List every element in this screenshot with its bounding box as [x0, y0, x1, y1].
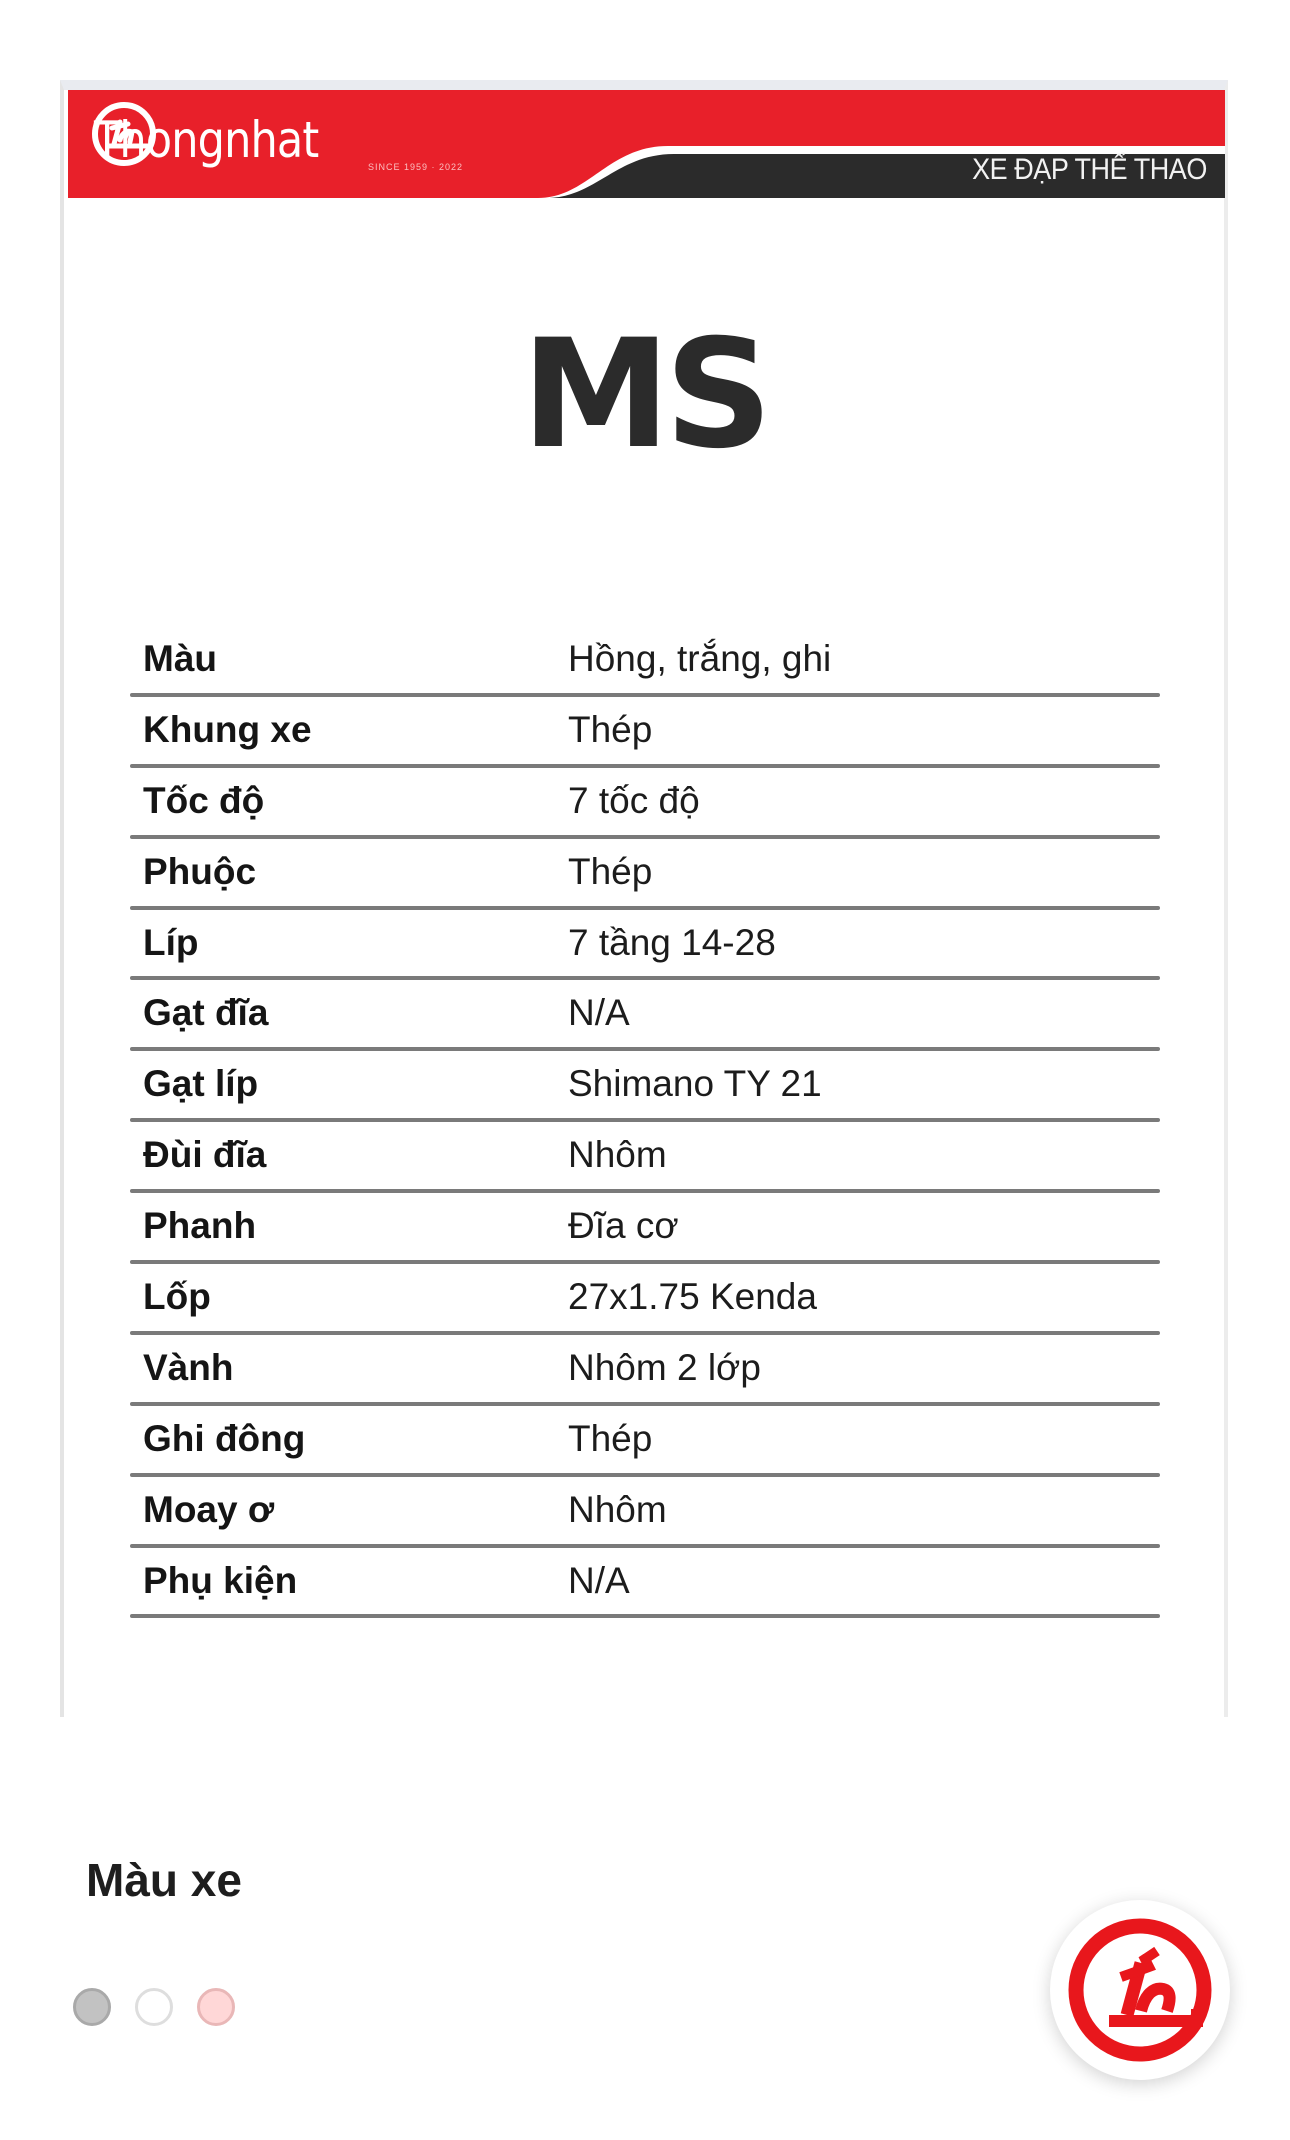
spec-value: Shimano TY 21: [568, 1063, 822, 1105]
spec-label: Tốc độ: [143, 779, 265, 821]
spec-value: 7 tầng 14-28: [568, 921, 776, 963]
spec-label: Phuộc: [143, 850, 257, 892]
spec-row: [130, 626, 1160, 697]
spec-label: Đùi đĩa: [143, 1134, 267, 1176]
spec-row: [130, 980, 1160, 1051]
spec-value: Thép: [568, 708, 653, 750]
spec-label: Vành: [143, 1346, 234, 1388]
spec-value: N/A: [568, 992, 630, 1034]
spec-value: 27x1.75 Kenda: [568, 1276, 817, 1318]
brand-tagline: SINCE 1959 · 2022: [368, 162, 464, 172]
spec-label: Lốp: [143, 1276, 211, 1318]
spec-value: Đĩa cơ: [568, 1205, 679, 1247]
spec-value: Nhôm: [568, 1488, 667, 1530]
spec-value: Thép: [568, 1417, 653, 1459]
brand-floating-button[interactable]: [1050, 1900, 1230, 2080]
color-swatch-list: [73, 1988, 235, 2026]
spec-label: Phanh: [143, 1205, 257, 1247]
spec-row: [130, 1477, 1160, 1548]
spec-label: Ghi đông: [143, 1417, 306, 1459]
spec-label: Gạt đĩa: [143, 992, 269, 1034]
spec-row: [130, 1335, 1160, 1406]
spec-value: Nhôm 2 lớp: [568, 1346, 761, 1388]
spec-value: 7 tốc độ: [568, 779, 700, 821]
spec-label: Khung xe: [143, 708, 312, 750]
spec-value: Nhôm: [568, 1134, 667, 1176]
spec-table: [130, 626, 1160, 1618]
brand-name: Thongnhat: [94, 111, 319, 169]
spec-row: [130, 839, 1160, 910]
spec-value: Hồng, trắng, ghi: [568, 638, 832, 679]
color-section-title: Màu xe: [86, 1854, 242, 1906]
spec-label: Líp: [143, 921, 199, 963]
brand-banner: [68, 90, 1225, 198]
model-title: MS: [521, 308, 767, 482]
color-swatch-white[interactable]: [135, 1988, 173, 2026]
spec-label: Màu: [143, 638, 217, 679]
spec-row: [130, 1051, 1160, 1122]
thongnhat-logo-icon: [1065, 1915, 1215, 2065]
product-spec-card: [60, 80, 1228, 1717]
spec-row: [130, 1406, 1160, 1477]
spec-row: [130, 697, 1160, 768]
spec-row: [130, 910, 1160, 981]
spec-row: [130, 768, 1160, 839]
spec-label: Phụ kiện: [143, 1559, 298, 1601]
category-label: XE ĐẠP THỂ THAO: [972, 153, 1207, 186]
spec-value: N/A: [568, 1559, 630, 1601]
color-swatch-pink[interactable]: [197, 1988, 235, 2026]
spec-label: Gạt líp: [143, 1063, 259, 1105]
spec-row: [130, 1264, 1160, 1335]
spec-value: Thép: [568, 850, 653, 892]
spec-row: [130, 1548, 1160, 1619]
spec-row: [130, 1193, 1160, 1264]
spec-label: Moay ơ: [143, 1488, 275, 1530]
color-swatch-gray[interactable]: [73, 1988, 111, 2026]
spec-row: [130, 1122, 1160, 1193]
brand-logo: [90, 100, 355, 180]
